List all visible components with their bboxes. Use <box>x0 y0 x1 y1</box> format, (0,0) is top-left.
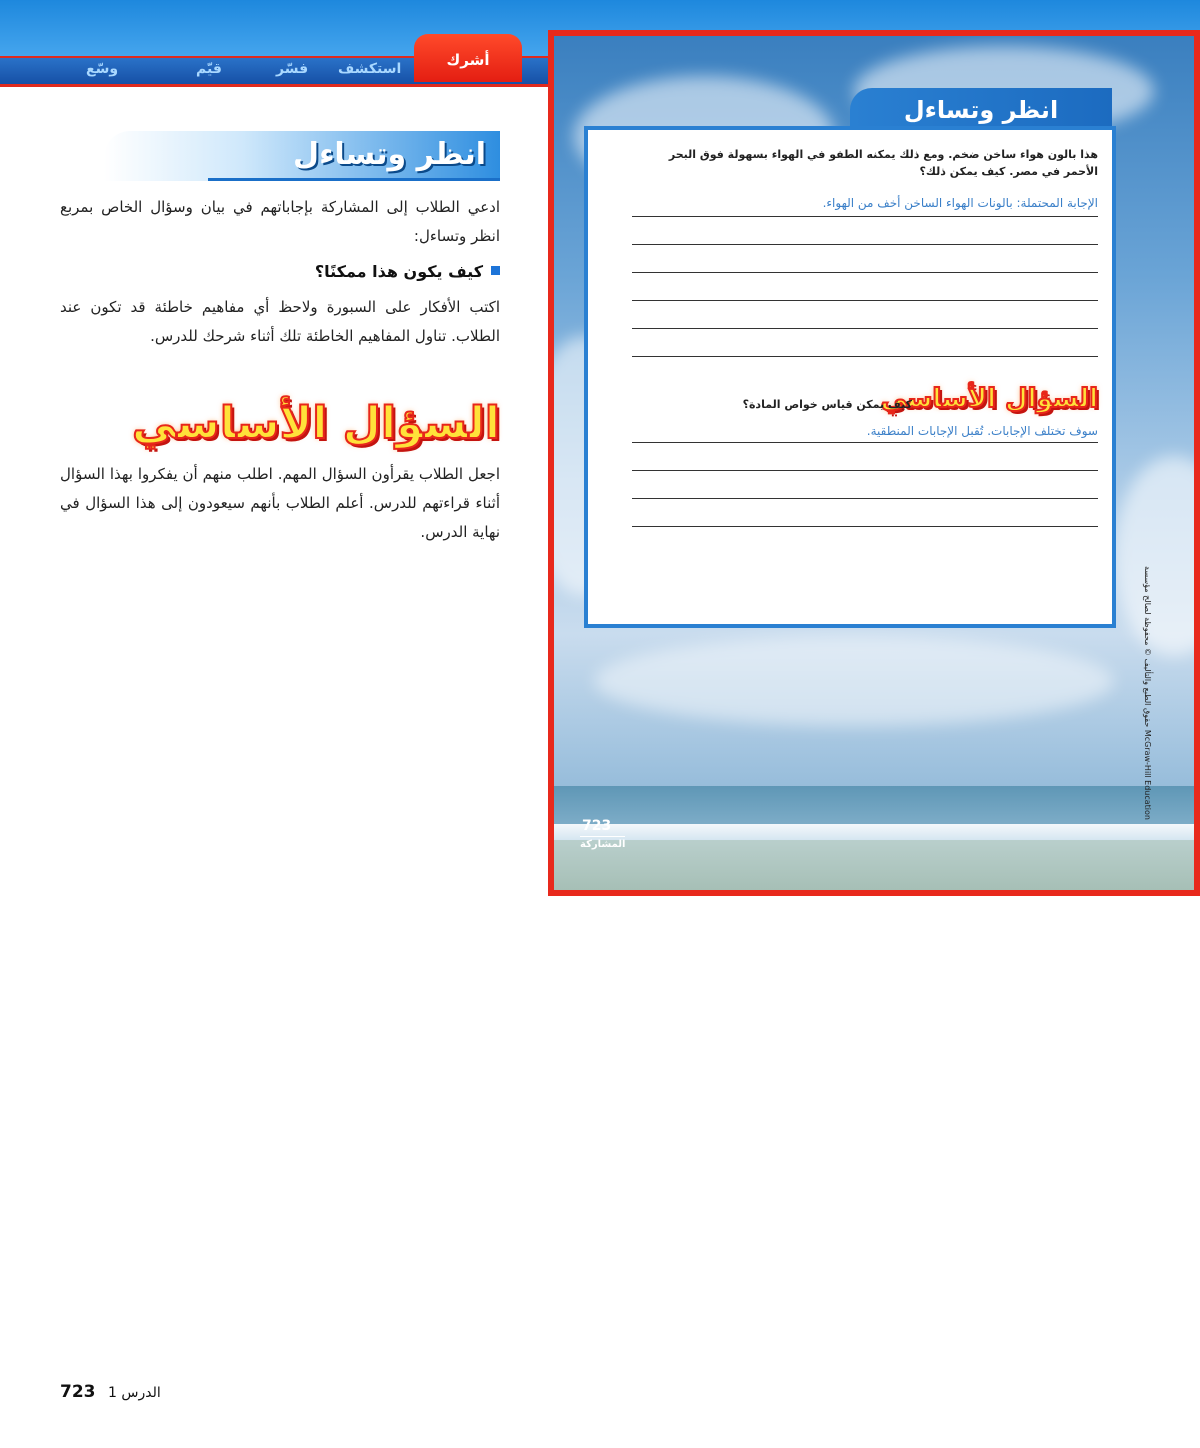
subheading-text: كيف يكون هذا ممكنًا؟ <box>314 262 483 281</box>
copyright-notice: McGraw-Hill Education حقوق الطبع والتأليف © محفوظة لصالح مؤسسة <box>1143 566 1152 820</box>
section-title: انظر وتساءل <box>293 137 486 172</box>
intro-paragraph: ادعي الطلاب إلى المشاركة بإجاباتهم في بيان وسؤال الخاص بمربع انظر وتساءل: <box>60 198 500 245</box>
cloud-shape <box>594 636 1114 726</box>
bullet-square-icon <box>491 266 500 275</box>
nav-item-explain[interactable]: فسّر <box>276 61 309 77</box>
student-page-section: المشاركة <box>580 836 625 850</box>
question-card <box>584 126 1116 628</box>
cloud-shape <box>1114 456 1200 656</box>
footer-lesson-label: الدرس 1 <box>108 1385 161 1401</box>
subheading-paragraph: اكتب الأفكار على السبورة ولاحظ أي مفاهيم خاطئة قد تكون عند الطلاب. تناول المفاهيم الخاطئة تلك أثناء شرحك للدرس. <box>60 298 500 345</box>
answer-line[interactable] <box>632 470 1098 471</box>
answer-line[interactable] <box>632 526 1098 527</box>
nav-item-extend[interactable]: وسّع <box>86 61 119 77</box>
student-page-preview <box>548 30 1200 896</box>
card-question: هذا بالون هواء ساخن ضخم. ومع ذلك يمكنه الطفو في الهواء بسهولة فوق البحر الأحمر في مصر. كيف يمكن ذلك؟ <box>668 148 1098 178</box>
essential-question-paragraph: اجعل الطلاب يقرأون السؤال المهم. اطلب منهم أن يفكروا بهذا السؤال أثناء قراءتهم للدرس. أعلم الطلاب بأنهم سيعودون إلى هذا السؤال في نهاية الدرس. <box>60 465 500 541</box>
student-page-number: 723 <box>582 818 612 834</box>
answer-line[interactable] <box>632 328 1098 329</box>
card-answer: الإجابة المحتملة: بالونات الهواء الساخن أخف من الهواء. <box>822 196 1098 210</box>
answer-line[interactable] <box>632 356 1098 357</box>
nav-item-engage-active[interactable] <box>414 34 522 82</box>
nav-active-label: أشرك <box>446 51 490 69</box>
sea <box>554 786 1194 826</box>
card-essential-question: كيف يمكن قياس خواص المادة؟ <box>742 398 912 411</box>
nav-item-explore[interactable]: استكشف <box>338 61 402 77</box>
answer-line[interactable] <box>632 498 1098 499</box>
section-title-banner <box>104 131 500 181</box>
surf <box>554 824 1194 840</box>
card-title: انظر وتساءل <box>903 96 1059 124</box>
answer-line[interactable] <box>632 216 1098 217</box>
subheading <box>315 262 500 281</box>
shore <box>554 840 1194 890</box>
footer-page-number: 723 <box>60 1382 96 1402</box>
essential-question-title: السؤال الأساسي <box>132 398 500 449</box>
answer-line[interactable] <box>632 442 1098 443</box>
answer-line[interactable] <box>632 300 1098 301</box>
answer-line[interactable] <box>632 272 1098 273</box>
answer-line[interactable] <box>632 244 1098 245</box>
nav-item-evaluate[interactable]: قيّم <box>196 61 222 77</box>
card-essential-answer: سوف تختلف الإجابات. تُقبل الإجابات المنطقية. <box>866 424 1098 438</box>
card-essential-title: السؤال الأساسي <box>880 384 1098 414</box>
